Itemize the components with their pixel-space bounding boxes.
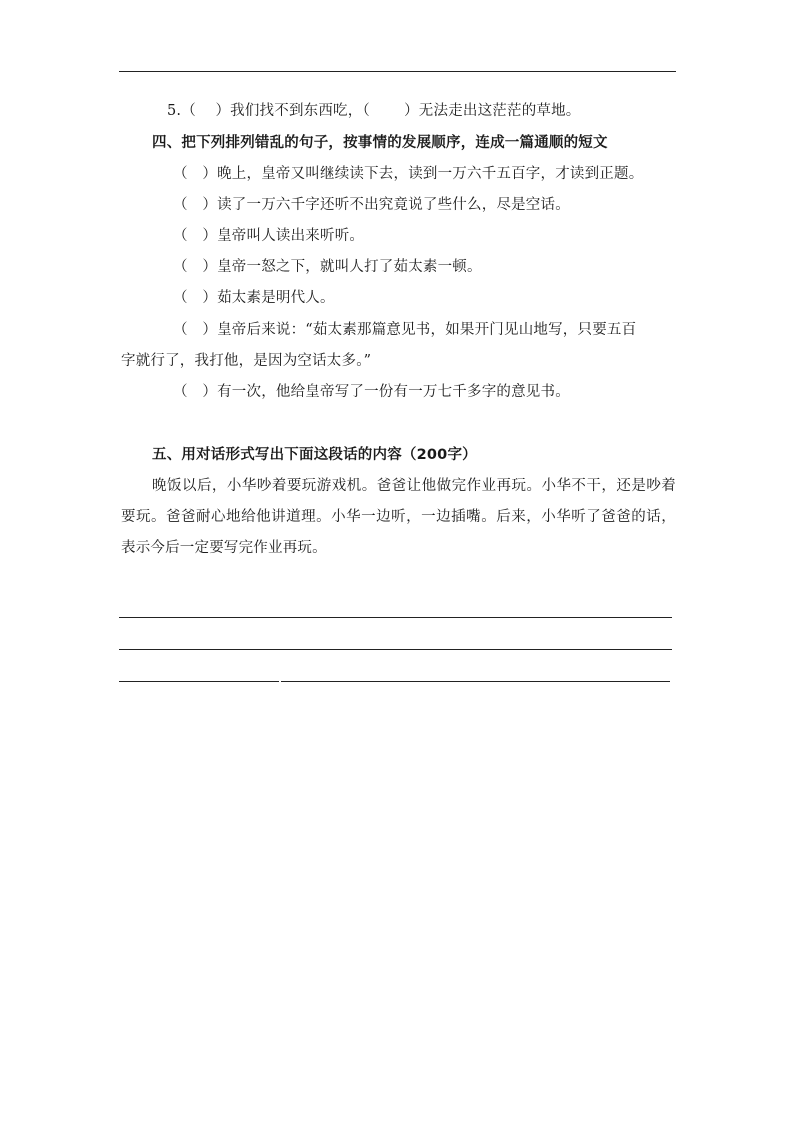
header-rule — [119, 71, 676, 72]
section-5-heading: 五、用对话形式写出下面这段话的内容（200字） — [152, 447, 477, 463]
sentence-item: （ ）读了一万六千字还听不出究竟说了些什么，尽是空话。 — [173, 197, 570, 213]
question-5: 5.（ ）我们找不到东西吃，（ ）无法走出这茫茫的草地。 — [167, 103, 581, 119]
sentence-item-continuation: 字就行了，我打他，是因为空话太多。” — [121, 353, 372, 369]
sentence-item: （ ）皇帝后来说：“茹太素那篇意见书，如果开门见山地写，只要五百 — [173, 322, 637, 338]
sentence-item: （ ）皇帝叫人读出来听听。 — [173, 228, 365, 244]
section-4-heading: 四、把下列排列错乱的句子，按事情的发展顺序，连成一篇通顺的短文 — [152, 135, 608, 151]
sentence-item: （ ）有一次，他给皇帝写了一份有一万七千多字的意见书。 — [173, 384, 570, 400]
answer-line — [119, 649, 672, 650]
sentence-item: （ ）茹太素是明代人。 — [173, 290, 335, 306]
sentence-item: （ ）皇帝一怒之下，就叫人打了茹太素一顿。 — [173, 259, 482, 275]
sentence-item: （ ）晚上，皇帝又叫继续读下去，读到一万六千五百字，才读到正题。 — [173, 166, 644, 182]
answer-line — [281, 681, 670, 682]
prompt-paragraph: 晚饭以后，小华吵着要玩游戏机。爸爸让他做完作业再玩。小华不干，还是吵着要玩。爸爸耐心地给他讲道理。小华一边听，一边插嘴。后来，小华听了爸爸的话，表示今后一定要写完作业再玩。 — [121, 478, 676, 556]
answer-line — [119, 617, 672, 618]
answer-line — [119, 681, 279, 682]
